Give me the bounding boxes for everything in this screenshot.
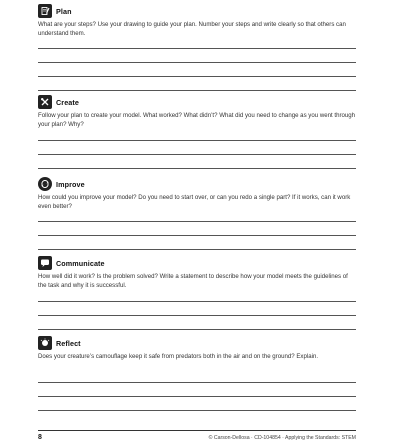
reflect-prompt: Does your creature’s camouflage keep it safe from predators both in the air and on the ground? Explain.: [38, 353, 319, 360]
answer-line: [38, 235, 356, 236]
answer-line: [38, 315, 356, 316]
answer-line: [38, 329, 356, 330]
answer-line: [38, 90, 356, 91]
answer-line: [38, 382, 356, 383]
create-section: [38, 95, 356, 129]
answer-line: [38, 168, 356, 169]
answer-line: [38, 249, 356, 250]
footer-divider: [38, 430, 356, 431]
answer-line: [38, 410, 356, 411]
reflect-section: [38, 336, 356, 362]
plan-title: Plan: [56, 6, 72, 16]
footer-credit: © Carson-Dellosa · CD-104854 · Applying the Standards: STEM: [208, 434, 356, 441]
plan-heading: [38, 4, 356, 18]
answer-line: [38, 396, 356, 397]
reflect-title: Reflect: [56, 338, 81, 348]
create-title: Create: [56, 97, 79, 107]
improve-heading: [38, 177, 356, 191]
pencil-paper-icon: [38, 4, 52, 18]
answer-line: [38, 76, 356, 77]
plan-section: [38, 4, 356, 38]
communicate-title: Communicate: [56, 258, 105, 268]
communicate-heading: [38, 256, 356, 270]
answer-line: [38, 301, 356, 302]
cycle-arrows-icon: [38, 177, 52, 191]
create-prompt: Follow your plan to create your model. What worked? What didn’t? What did you need to change as you went through your plan? Why?: [38, 112, 356, 128]
tools-icon: [38, 95, 52, 109]
answer-line: [38, 140, 356, 141]
answer-line: [38, 154, 356, 155]
create-heading: [38, 95, 356, 109]
improve-section: [38, 177, 356, 211]
improve-prompt: How could you improve your model? Do you need to start over, or can you redo a single part? If it works, can it work even better?: [38, 194, 351, 210]
communicate-section: [38, 256, 356, 290]
page-number: 8: [38, 434, 42, 441]
reflect-heading: [38, 336, 356, 350]
reflect-icon: [38, 336, 52, 350]
speech-bubble-icon: [38, 256, 52, 270]
answer-line: [38, 221, 356, 222]
plan-prompt: What are your steps? Use your drawing to guide your plan. Number your steps and write clearly so that others can understand them.: [38, 21, 346, 37]
improve-title: Improve: [56, 179, 85, 189]
communicate-prompt: How well did it work? Is the problem solved? Write a statement to describe how your model meets the guidelines of the task and why it is successful.: [38, 273, 348, 289]
answer-line: [38, 48, 356, 49]
answer-line: [38, 62, 356, 63]
